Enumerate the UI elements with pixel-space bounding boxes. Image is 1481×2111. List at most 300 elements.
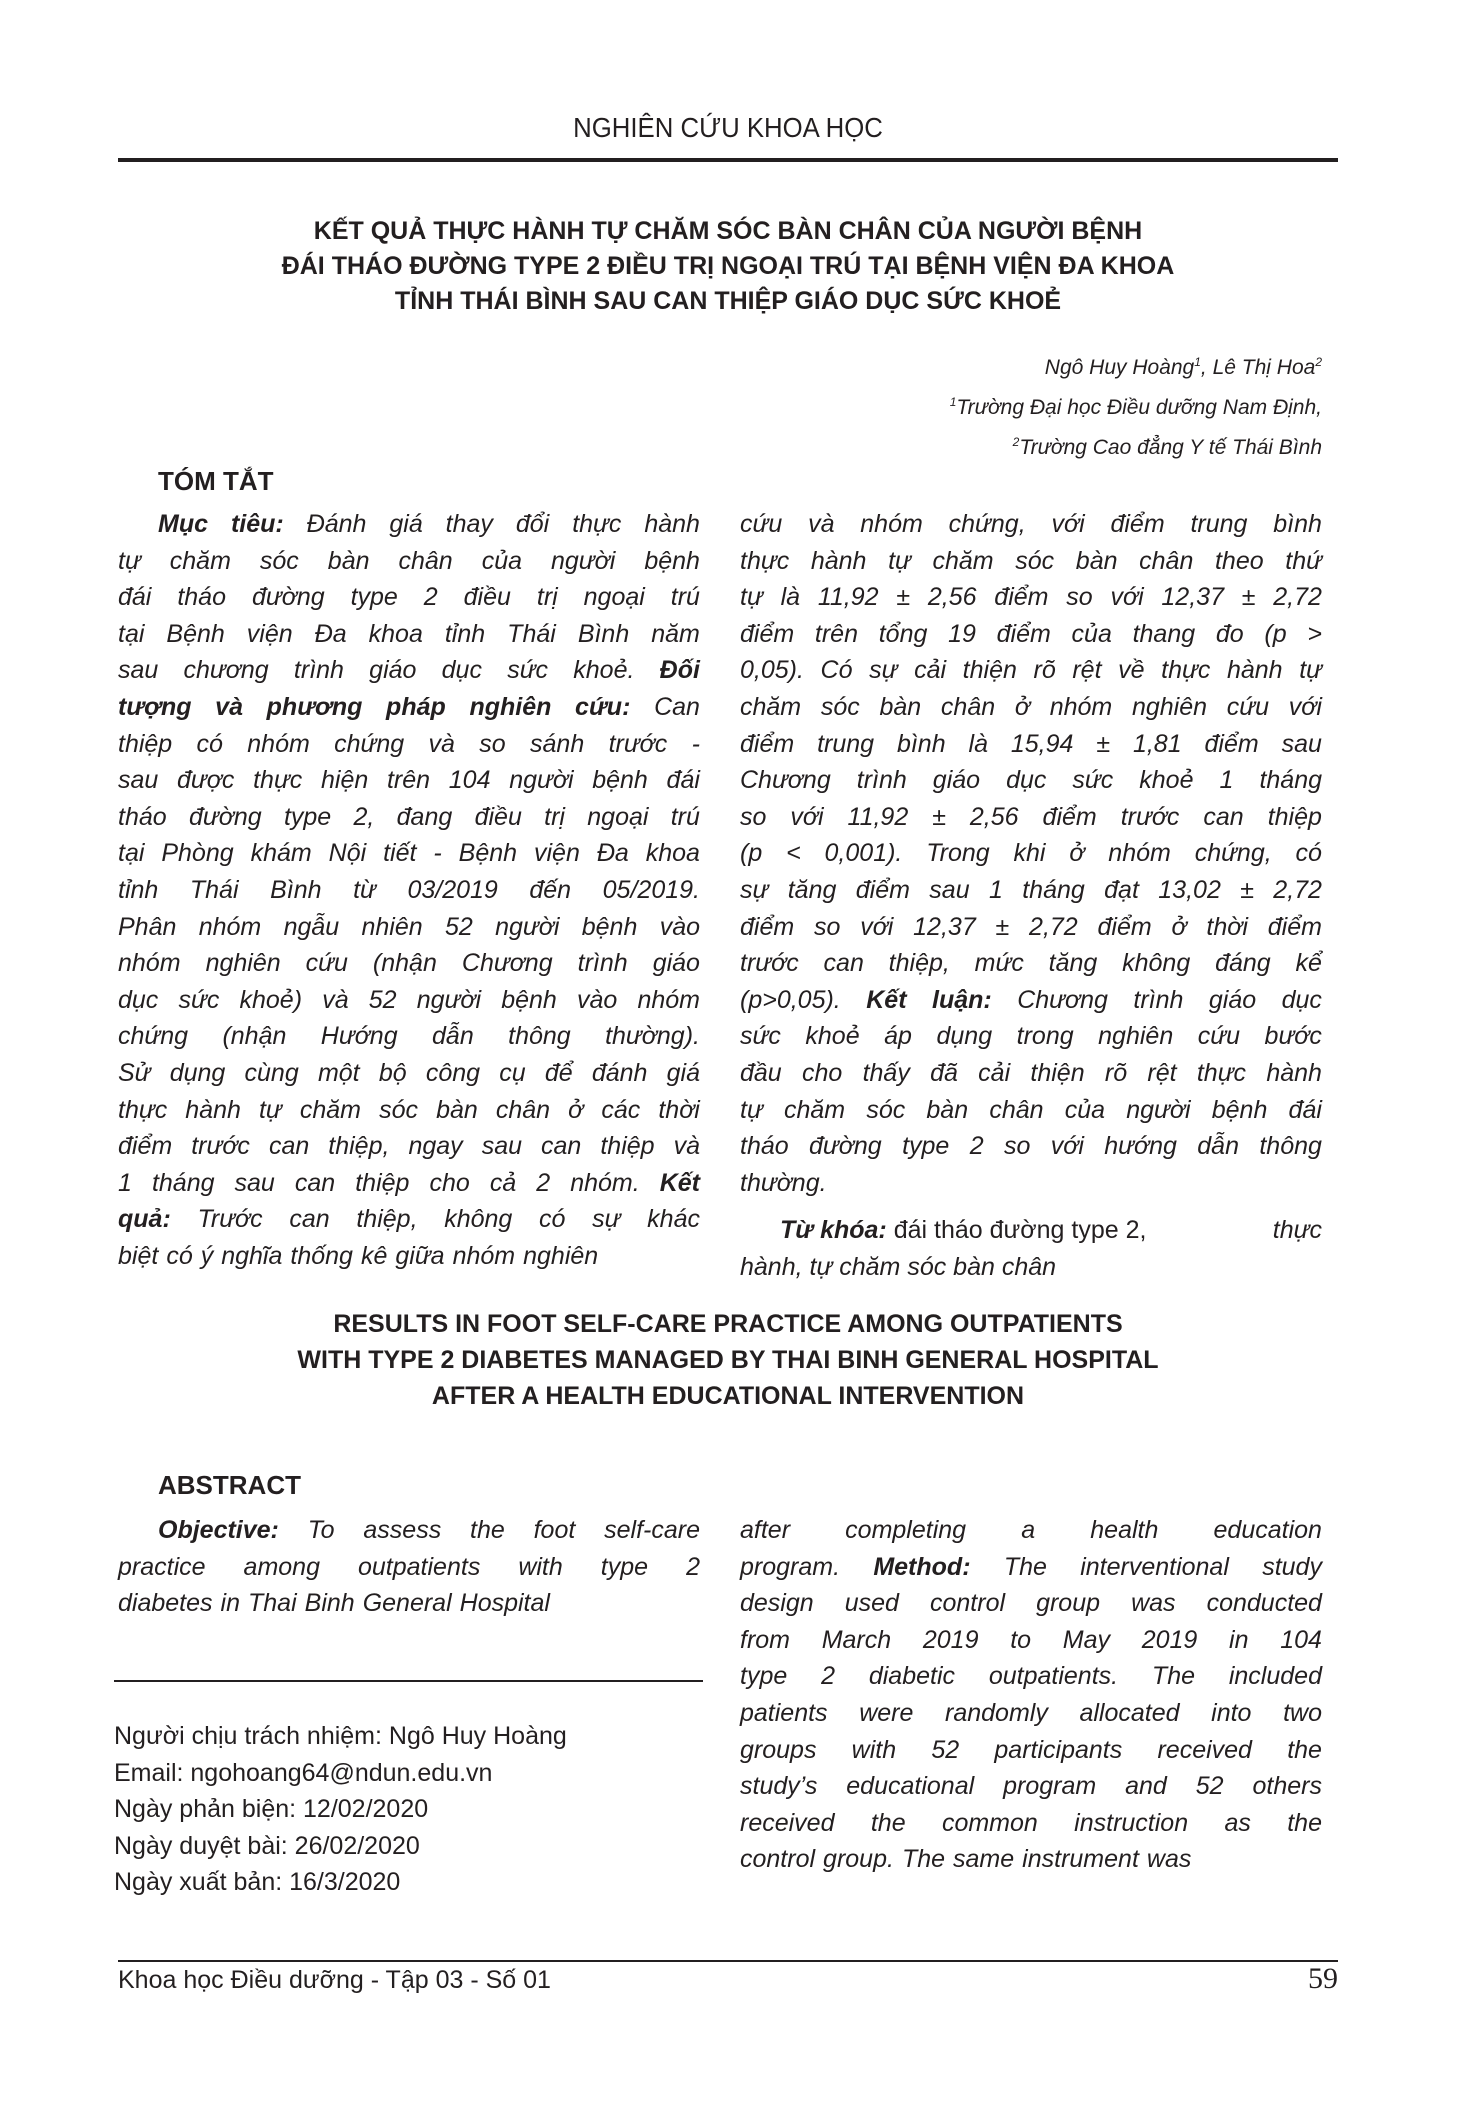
word: 11,92 bbox=[847, 802, 909, 831]
word: dục bbox=[1006, 766, 1047, 795]
word: đánh bbox=[591, 1058, 648, 1087]
word: Hướng bbox=[320, 1022, 398, 1051]
word: điểm bbox=[740, 729, 795, 758]
word: > bbox=[1307, 619, 1322, 648]
word: trên bbox=[814, 619, 858, 648]
word: education bbox=[1213, 1516, 1322, 1544]
text-line bbox=[740, 616, 1322, 653]
word: thống bbox=[290, 1241, 353, 1270]
affiliation: Trường Cao đẳng Y tế Thái Bình bbox=[1019, 436, 1322, 459]
word: tự bbox=[118, 546, 141, 575]
word: rệt bbox=[1147, 1058, 1177, 1087]
word: là bbox=[968, 729, 988, 758]
word: health bbox=[1090, 1516, 1159, 1544]
word: practice bbox=[118, 1552, 206, 1581]
word: same bbox=[953, 1845, 1015, 1874]
responsible-author: Người chịu trách nhiệm: Ngô Huy Hoàng bbox=[114, 1722, 567, 1750]
word: với bbox=[1051, 510, 1085, 538]
word: chứng, bbox=[1194, 839, 1272, 868]
word: 52 bbox=[444, 912, 473, 941]
word: năm bbox=[651, 619, 700, 648]
word: chăm bbox=[169, 546, 231, 575]
abstract-vi-right-column bbox=[740, 506, 1322, 1201]
word: thấy bbox=[862, 1058, 910, 1087]
word: người bbox=[551, 546, 616, 575]
word: ở bbox=[1171, 912, 1187, 941]
word: viện bbox=[246, 619, 293, 648]
word: tiết bbox=[383, 839, 417, 868]
word: chân bbox=[1139, 546, 1194, 575]
text-line bbox=[118, 872, 700, 909]
word: Bình bbox=[577, 619, 630, 648]
word: ± bbox=[1241, 583, 1256, 612]
word: tỉnh bbox=[118, 875, 159, 904]
word: Đa bbox=[314, 619, 347, 648]
word: và bbox=[322, 985, 349, 1014]
word: thang bbox=[1132, 619, 1196, 648]
word: Chương bbox=[740, 766, 831, 795]
word: thời bbox=[1206, 912, 1248, 941]
word: trình bbox=[577, 949, 628, 978]
text-line bbox=[740, 726, 1322, 763]
word: đáng bbox=[1215, 949, 1271, 978]
text-line bbox=[740, 762, 1322, 799]
word: chứng, bbox=[948, 510, 1026, 538]
word: nhóm bbox=[198, 912, 262, 941]
word: bình bbox=[1273, 510, 1322, 538]
text-line bbox=[740, 652, 1322, 689]
bold-term: pháp bbox=[386, 692, 446, 721]
text-line bbox=[740, 1165, 1322, 1202]
word: Thai bbox=[248, 1589, 297, 1618]
word: điểm bbox=[740, 619, 795, 648]
word: của bbox=[1071, 619, 1112, 648]
abstract-vi-heading: TÓM TẮT bbox=[158, 466, 274, 496]
word: ý bbox=[200, 1241, 214, 1270]
word: đã bbox=[930, 1058, 958, 1087]
word: có bbox=[1295, 839, 1322, 868]
word: tháo bbox=[740, 1132, 789, 1161]
word: control bbox=[740, 1845, 816, 1874]
word: 12,37 bbox=[913, 912, 976, 941]
word: so bbox=[1003, 1132, 1031, 1161]
word: ngay bbox=[408, 1132, 463, 1161]
word: sau bbox=[118, 766, 159, 795]
publish-date: Ngày xuất bản: 16/3/2020 bbox=[114, 1868, 401, 1896]
word: trung bbox=[817, 729, 875, 758]
word: can bbox=[541, 1132, 582, 1161]
word: so bbox=[740, 802, 767, 831]
word: cứu bbox=[1197, 1022, 1241, 1051]
accept-date: Ngày duyệt bài: 26/02/2020 bbox=[114, 1831, 420, 1860]
word: Phòng bbox=[161, 839, 234, 868]
word: Nội bbox=[328, 839, 367, 868]
word: kê bbox=[360, 1241, 388, 1270]
word: thực bbox=[253, 766, 303, 795]
word: sóc bbox=[820, 692, 860, 721]
word: nhóm. bbox=[570, 1168, 640, 1197]
word: Phân bbox=[118, 912, 177, 941]
word: were bbox=[859, 1698, 914, 1727]
word: conducted bbox=[1206, 1589, 1322, 1618]
affiliation-sup: 2 bbox=[1012, 435, 1020, 449]
word: 2,72 bbox=[1273, 583, 1322, 612]
word: as bbox=[1224, 1808, 1251, 1837]
affiliation-sup: 1 bbox=[949, 395, 957, 409]
word: 15,94 bbox=[1010, 729, 1074, 758]
title-vi-line: ĐÁI THÁO ĐƯỜNG TYPE 2 ĐIỀU TRỊ NGOẠI TRÚ TẠI BỆNH VIỆN ĐA KHOA bbox=[281, 252, 1175, 280]
review-date: Ngày phản biện: 12/02/2020 bbox=[114, 1795, 429, 1823]
word: Chương bbox=[1017, 985, 1108, 1014]
word: bàn bbox=[1075, 546, 1118, 575]
word: bệnh bbox=[1211, 1095, 1268, 1124]
text-line bbox=[118, 945, 700, 982]
text-line bbox=[740, 506, 1322, 543]
word: with bbox=[851, 1735, 897, 1764]
word: 2,56 bbox=[927, 583, 977, 612]
text-line bbox=[118, 1201, 700, 1238]
word: instrument bbox=[1022, 1845, 1139, 1874]
text-line bbox=[118, 616, 700, 653]
word: tự bbox=[1299, 656, 1322, 685]
word: thông bbox=[508, 1022, 571, 1051]
word: trình bbox=[293, 656, 344, 685]
word: trước bbox=[740, 949, 799, 978]
word: chứng bbox=[118, 1022, 189, 1051]
text-line bbox=[118, 982, 700, 1019]
word: thiện bbox=[962, 656, 1017, 685]
word: là bbox=[780, 583, 801, 612]
bold-term: nghiên bbox=[469, 692, 552, 721]
word: chân bbox=[989, 1095, 1044, 1124]
word: Sử bbox=[118, 1058, 151, 1087]
word: was bbox=[1131, 1589, 1176, 1618]
word: Có bbox=[820, 656, 853, 685]
text-line bbox=[118, 1055, 700, 1092]
word: type bbox=[600, 1552, 649, 1581]
word: educational bbox=[846, 1772, 975, 1801]
word: hành bbox=[1266, 1058, 1322, 1087]
word: March bbox=[821, 1625, 892, 1654]
word: dục bbox=[1281, 985, 1322, 1014]
word: sóc bbox=[379, 1095, 418, 1124]
word: trình bbox=[1133, 985, 1184, 1014]
word: in bbox=[1229, 1625, 1249, 1654]
title-vi-line: KẾT QUẢ THỰC HÀNH TỰ CHĂM SÓC BÀN CHÂN CỦA NGƯỜI BỆNH bbox=[313, 217, 1143, 245]
word: Bệnh bbox=[458, 839, 518, 868]
word: thời bbox=[658, 1095, 700, 1124]
word: 104 bbox=[1280, 1625, 1322, 1654]
word: điều bbox=[463, 583, 511, 612]
word: nghiên bbox=[1098, 1022, 1174, 1051]
word: Đánh bbox=[306, 510, 367, 538]
word: bệnh bbox=[501, 985, 557, 1014]
word: sóc bbox=[1015, 546, 1055, 575]
word: thực bbox=[1196, 1058, 1247, 1087]
word: nghĩa bbox=[221, 1241, 283, 1270]
word: Trước bbox=[197, 1205, 263, 1234]
keywords-label: Từ khóa: bbox=[780, 1216, 887, 1244]
word: giá bbox=[666, 1058, 700, 1087]
affiliation-line bbox=[950, 385, 1322, 425]
word: trước bbox=[191, 1132, 250, 1161]
word: cả bbox=[489, 1168, 517, 1197]
word: can bbox=[823, 949, 864, 978]
bold-term: tiêu: bbox=[230, 510, 284, 538]
word: tự bbox=[888, 546, 911, 575]
word: sức bbox=[178, 985, 220, 1014]
word: diabetic bbox=[868, 1662, 955, 1691]
word: với bbox=[860, 912, 894, 941]
word: hành bbox=[644, 510, 700, 538]
text-line bbox=[740, 1055, 1322, 1092]
word: điểm bbox=[855, 875, 910, 904]
word: chăm bbox=[783, 1095, 846, 1124]
word: ± bbox=[896, 583, 911, 612]
text-line bbox=[740, 543, 1322, 580]
word: điểm bbox=[1097, 912, 1152, 941]
word: bàn bbox=[327, 546, 370, 575]
word: sóc bbox=[259, 546, 299, 575]
word: design bbox=[740, 1589, 814, 1618]
word: The bbox=[1151, 1662, 1196, 1691]
text-line bbox=[740, 689, 1322, 726]
word: the bbox=[470, 1516, 505, 1544]
word: bàn bbox=[926, 1095, 969, 1124]
word: tháng bbox=[151, 1168, 215, 1197]
word: và bbox=[808, 510, 835, 538]
word: program bbox=[1003, 1772, 1097, 1801]
word: điểm bbox=[1267, 912, 1322, 941]
word: so bbox=[1066, 583, 1093, 612]
word: công bbox=[425, 1058, 481, 1087]
word: 19 bbox=[948, 619, 976, 648]
author-name: Ngô Huy Hoàng bbox=[1044, 356, 1195, 379]
word: bệnh bbox=[581, 912, 638, 941]
word: completing bbox=[845, 1516, 967, 1544]
word: người bbox=[1126, 1095, 1191, 1124]
word: cứu bbox=[305, 949, 348, 978]
word: sau bbox=[118, 656, 159, 685]
word: thiệp, bbox=[356, 1205, 418, 1234]
word: 2 bbox=[536, 1168, 551, 1197]
word: nhóm bbox=[1108, 839, 1171, 868]
word: tự bbox=[258, 1095, 282, 1124]
article-title-vi bbox=[0, 214, 1456, 319]
text-line bbox=[118, 1018, 700, 1055]
word: sóc bbox=[866, 1095, 906, 1124]
abstract-en-heading: ABSTRACT bbox=[158, 1470, 301, 1500]
affiliation-line bbox=[950, 425, 1322, 465]
word: 12,37 bbox=[1161, 583, 1224, 612]
word: self-care bbox=[604, 1516, 700, 1544]
word: điểm bbox=[118, 1132, 173, 1161]
word: ± bbox=[932, 802, 946, 831]
word: < bbox=[786, 839, 801, 868]
word: 13,02 bbox=[1158, 875, 1221, 904]
text-line bbox=[118, 1512, 700, 1549]
word: type bbox=[283, 802, 332, 831]
word: thứ bbox=[1285, 546, 1322, 575]
word: included bbox=[1228, 1662, 1322, 1691]
journal-name: Khoa học Điều dưỡng - Tập 03 - Số 01 bbox=[118, 1966, 551, 1994]
bold-term: Kết bbox=[659, 1168, 700, 1197]
word: ngẫu bbox=[283, 912, 340, 941]
word: tháng bbox=[1022, 875, 1085, 904]
word: hành bbox=[185, 1095, 241, 1124]
word: cho bbox=[429, 1168, 470, 1197]
email: Email: ngohoang64@ndun.edu.vn bbox=[114, 1758, 493, 1787]
word: thay bbox=[445, 510, 493, 538]
word: cùng bbox=[244, 1058, 299, 1087]
word: rệt bbox=[1072, 656, 1102, 685]
word: dụng bbox=[169, 1058, 226, 1087]
word: Đa bbox=[596, 839, 629, 868]
word: instruction bbox=[1074, 1808, 1189, 1837]
word: đường bbox=[251, 583, 325, 612]
article-title-en bbox=[0, 1306, 1456, 1414]
title-en-line: RESULTS IN FOOT SELF-CARE PRACTICE AMONG OUTPATIENTS bbox=[333, 1310, 1123, 1338]
text-line bbox=[118, 909, 700, 946]
word: về bbox=[1118, 656, 1145, 685]
word: nhóm bbox=[247, 729, 310, 758]
word: trên bbox=[386, 766, 431, 795]
word: đang bbox=[396, 802, 453, 831]
word: bàn bbox=[436, 1095, 478, 1124]
word: thông bbox=[1259, 1132, 1322, 1161]
word: others bbox=[1252, 1772, 1322, 1801]
word: đường bbox=[188, 802, 262, 831]
text-line bbox=[118, 835, 700, 872]
title-vi-line: TỈNH THÁI BÌNH SAU CAN THIỆP GIÁO DỤC SỨC KHOẺ bbox=[394, 287, 1062, 315]
word: đạt bbox=[1104, 875, 1139, 904]
word: bình bbox=[896, 729, 946, 758]
word: sức bbox=[507, 656, 549, 685]
word: nghiên bbox=[205, 949, 281, 978]
word: đái bbox=[666, 766, 700, 795]
word: chân bbox=[940, 692, 996, 721]
word: chứng bbox=[334, 729, 405, 758]
word: trị bbox=[536, 583, 558, 612]
text-line bbox=[740, 909, 1322, 946]
text-line bbox=[740, 1128, 1322, 1165]
word: patients bbox=[740, 1698, 828, 1727]
author-sup: 2 bbox=[1315, 355, 1322, 369]
word: (p>0,05). bbox=[740, 985, 841, 1014]
text-line bbox=[118, 1092, 700, 1129]
word: có bbox=[539, 1205, 566, 1234]
word: chăm bbox=[299, 1095, 361, 1124]
word: diabetes bbox=[118, 1589, 213, 1618]
word: ± bbox=[1096, 729, 1111, 758]
word: điểm bbox=[1042, 802, 1097, 831]
word: (nhận bbox=[222, 1022, 287, 1051]
word: không bbox=[444, 1205, 513, 1234]
word: assess bbox=[363, 1516, 442, 1544]
word: điểm bbox=[996, 619, 1051, 648]
word: tháng bbox=[1259, 766, 1322, 795]
keywords-text: đái tháo đường type 2, bbox=[886, 1216, 1147, 1244]
word: (nhận bbox=[372, 949, 437, 978]
word: khoẻ) bbox=[239, 985, 303, 1014]
word: không bbox=[1122, 949, 1191, 978]
author-name: Lê Thị Hoa bbox=[1212, 356, 1316, 379]
affiliation: Trường Đại học Điều dưỡng Nam Định, bbox=[956, 396, 1322, 419]
word: Can bbox=[654, 692, 700, 721]
word: ± bbox=[1240, 875, 1254, 904]
text-line bbox=[118, 726, 700, 763]
keywords-line-content bbox=[740, 1212, 1146, 1249]
authors-block bbox=[950, 345, 1322, 465]
text-line bbox=[118, 689, 700, 726]
word: outpatients. bbox=[988, 1662, 1119, 1691]
word: trước bbox=[608, 729, 668, 758]
word: 1 bbox=[118, 1168, 132, 1197]
word: trước bbox=[1120, 802, 1180, 831]
word: group bbox=[1036, 1589, 1101, 1618]
title-en-line: WITH TYPE 2 DIABETES MANAGED BY THAI BINH GENERAL HOSPITAL bbox=[297, 1346, 1159, 1374]
word: điểm bbox=[1204, 729, 1259, 758]
keywords-block bbox=[740, 1212, 1322, 1285]
word: To bbox=[307, 1516, 335, 1544]
word: can bbox=[289, 1205, 330, 1234]
word: in bbox=[220, 1589, 240, 1618]
word: 1 bbox=[988, 875, 1003, 904]
text-line bbox=[118, 543, 700, 580]
word: tại bbox=[118, 839, 145, 868]
word: ngoại bbox=[583, 583, 645, 612]
word: sự bbox=[740, 875, 769, 904]
word: sức bbox=[1072, 766, 1114, 795]
word: nhóm bbox=[118, 949, 181, 978]
word: điểm bbox=[994, 583, 1049, 612]
word: thực bbox=[1161, 656, 1211, 685]
word: thường). bbox=[605, 1022, 700, 1051]
author-separator: , bbox=[1200, 356, 1213, 379]
word: bàn bbox=[879, 692, 922, 721]
word: 1,81 bbox=[1132, 729, 1182, 758]
word: can bbox=[1203, 802, 1244, 831]
word: General bbox=[362, 1589, 452, 1618]
word: cho bbox=[801, 1058, 843, 1087]
word: dụng bbox=[936, 1022, 993, 1051]
text-line bbox=[118, 652, 700, 689]
text-line bbox=[740, 982, 1322, 1019]
word: 1 bbox=[1219, 766, 1234, 795]
word: bước bbox=[1264, 1022, 1322, 1051]
bold-term: tượng bbox=[118, 692, 192, 721]
word: 52 bbox=[931, 1735, 960, 1764]
word: randomly bbox=[945, 1698, 1048, 1727]
word: ở bbox=[1069, 839, 1085, 868]
word: khoẻ bbox=[805, 1022, 860, 1051]
text-line bbox=[740, 1768, 1322, 1805]
word: from bbox=[740, 1625, 790, 1654]
word: 0,001). bbox=[824, 839, 903, 868]
word: can bbox=[294, 1168, 336, 1197]
word: 05/2019. bbox=[602, 875, 700, 904]
word: và bbox=[428, 729, 455, 758]
word: tự bbox=[740, 1095, 763, 1124]
word: rõ bbox=[1033, 656, 1056, 685]
page-number: 59 bbox=[1308, 1962, 1338, 1995]
word: nhóm bbox=[637, 985, 700, 1014]
word: có bbox=[196, 729, 223, 758]
word: khoẻ bbox=[1139, 766, 1194, 795]
word: interventional bbox=[1080, 1552, 1229, 1581]
word: khác bbox=[647, 1205, 700, 1234]
word: được bbox=[177, 766, 235, 795]
